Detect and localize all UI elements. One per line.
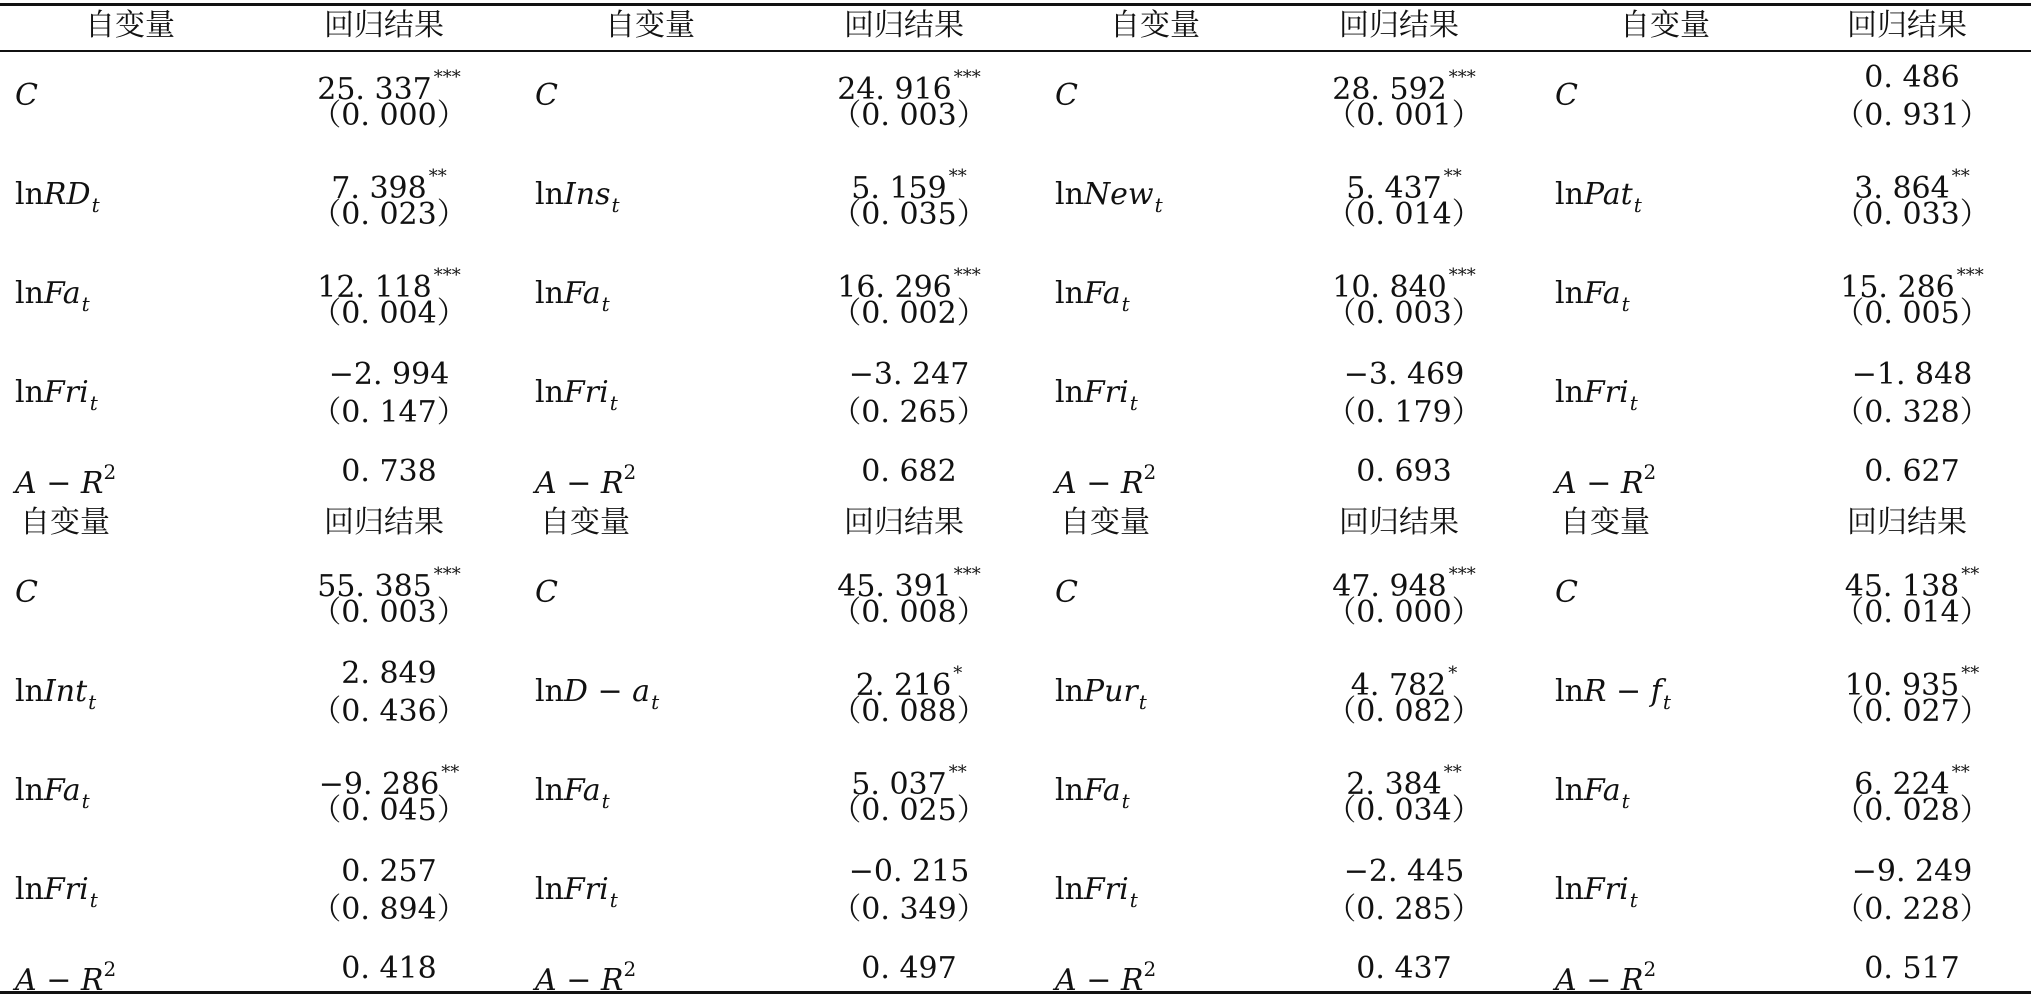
p-value: （0. 008） <box>831 595 987 630</box>
p-value: （0. 001） <box>1326 98 1482 133</box>
coefficient-value <box>1812 357 2012 393</box>
ln-prefix: ln <box>15 773 44 808</box>
variable-label <box>535 773 610 819</box>
p-value: （0. 002） <box>831 296 987 331</box>
variable-label <box>15 674 96 720</box>
variable-label <box>1555 872 1638 918</box>
variable-label <box>1055 177 1163 223</box>
coefficient-value <box>809 454 1009 490</box>
ln-prefix: ln <box>1555 773 1584 808</box>
variable-subscript: t <box>1629 391 1638 415</box>
coefficient-number: 4. 782 <box>1350 668 1447 703</box>
variable-subscript: t <box>609 391 618 415</box>
variable-label <box>1055 78 1078 114</box>
p-value: （0. 931） <box>1834 98 1990 133</box>
coefficient-value <box>809 951 1009 987</box>
p-value: （0. 088） <box>831 694 987 729</box>
variable-label <box>15 276 90 322</box>
significance-stars: ** <box>1443 762 1462 783</box>
significance-stars: ** <box>1961 663 1980 684</box>
header-result: 回归结果 <box>844 8 964 43</box>
variable-name: Fri <box>563 872 609 907</box>
coefficient-value <box>1812 951 2012 987</box>
variable-superscript: 2 <box>623 957 637 981</box>
p-value: （0. 000） <box>1326 595 1482 630</box>
significance-stars: ** <box>1951 762 1970 783</box>
variable-name: C <box>1055 575 1078 610</box>
significance-stars: ** <box>441 762 460 783</box>
variable-name: Fa <box>563 276 601 311</box>
variable-label <box>1555 951 1656 999</box>
header-variable: 自变量 <box>1620 8 1710 43</box>
variable-label <box>1055 951 1156 999</box>
variable-superscript: 2 <box>103 957 117 981</box>
significance-stars: *** <box>953 265 981 286</box>
header-result: 回归结果 <box>324 505 444 540</box>
variable-label <box>1555 575 1578 611</box>
variable-label <box>1555 454 1656 502</box>
ln-prefix: ln <box>1555 177 1584 212</box>
p-value: （0. 025） <box>831 793 987 828</box>
variable-label <box>1555 674 1671 720</box>
coefficient-value <box>1812 854 2012 890</box>
variable-superscript: 2 <box>103 460 117 484</box>
coefficient-number: 0. 517 <box>1864 951 1960 986</box>
header-result: 回归结果 <box>1847 8 1967 43</box>
p-value: （0. 328） <box>1834 395 1990 430</box>
coefficient-number: 10. 840 <box>1332 270 1447 305</box>
significance-stars: *** <box>953 564 981 585</box>
variable-label <box>1055 276 1130 322</box>
coefficient-number: 12. 118 <box>317 270 432 305</box>
ln-prefix: ln <box>1055 375 1084 410</box>
variable-label <box>15 773 90 819</box>
variable-label <box>535 276 610 322</box>
variable-name: A − R <box>1555 963 1644 998</box>
coefficient-number: 2. 849 <box>341 656 437 691</box>
coefficient-number: −1. 848 <box>1851 357 1973 392</box>
coefficient-value <box>1812 60 2012 96</box>
ln-prefix: ln <box>1055 177 1084 212</box>
variable-name: Fa <box>1083 773 1121 808</box>
variable-label <box>535 674 659 720</box>
variable-name: Fa <box>43 773 81 808</box>
table-top-rule <box>0 3 2031 6</box>
significance-stars: ** <box>1951 166 1970 187</box>
variable-superscript: 2 <box>1143 460 1157 484</box>
ln-prefix: ln <box>15 276 44 311</box>
p-value: （0. 027） <box>1834 694 1990 729</box>
variable-name: C <box>15 78 38 113</box>
coefficient-value <box>289 357 489 393</box>
ln-prefix: ln <box>15 872 44 907</box>
coefficient-number: 0. 738 <box>341 454 437 489</box>
variable-label <box>535 872 618 918</box>
variable-name: Fri <box>1083 375 1129 410</box>
header-variable: 自变量 <box>1110 8 1200 43</box>
variable-subscript: t <box>1662 690 1671 714</box>
coefficient-number: −0. 215 <box>848 854 970 889</box>
coefficient-number: 16. 296 <box>837 270 952 305</box>
coefficient-number: 2. 384 <box>1346 767 1442 802</box>
variable-superscript: 2 <box>1643 957 1657 981</box>
coefficient-number: 3. 864 <box>1854 171 1950 206</box>
coefficient-number: 0. 418 <box>341 951 437 986</box>
coefficient-value <box>289 951 489 987</box>
p-value: （0. 014） <box>1834 595 1990 630</box>
variable-subscript: t <box>611 193 620 217</box>
coefficient-number: 55. 385 <box>317 569 432 604</box>
variable-name: New <box>1083 177 1154 212</box>
coefficient-value <box>1304 454 1504 490</box>
significance-stars: *** <box>1448 265 1476 286</box>
p-value: （0. 023） <box>311 197 467 232</box>
variable-label <box>535 375 618 421</box>
header-result: 回归结果 <box>1847 505 1967 540</box>
coefficient-number: 2. 216 <box>855 668 952 703</box>
p-value: （0. 028） <box>1834 793 1990 828</box>
variable-name: Fri <box>1083 872 1129 907</box>
variable-name: R − f <box>1583 674 1662 709</box>
variable-name: Pur <box>1083 674 1138 709</box>
variable-superscript: 2 <box>623 460 637 484</box>
ln-prefix: ln <box>535 177 564 212</box>
p-value: （0. 436） <box>311 694 467 729</box>
p-value: （0. 285） <box>1326 892 1482 927</box>
variable-subscript: t <box>1154 193 1163 217</box>
header-variable: 自变量 <box>540 505 630 540</box>
table-header-rule <box>0 50 2031 52</box>
header-variable: 自变量 <box>20 505 110 540</box>
variable-label <box>1055 575 1078 611</box>
coefficient-value <box>289 656 489 692</box>
ln-prefix: ln <box>1055 773 1084 808</box>
ln-prefix: ln <box>15 674 44 709</box>
coefficient-number: 0. 497 <box>861 951 957 986</box>
coefficient-number: 10. 935 <box>1844 668 1960 703</box>
variable-label <box>535 951 636 999</box>
variable-label <box>535 454 636 502</box>
variable-subscript: t <box>1121 789 1130 813</box>
p-value: （0. 003） <box>311 595 467 630</box>
variable-label <box>535 177 620 223</box>
p-value: （0. 035） <box>831 197 987 232</box>
variable-label <box>1055 375 1138 421</box>
variable-name: Fa <box>43 276 81 311</box>
variable-subscript: t <box>601 789 610 813</box>
variable-name: Pat <box>1583 177 1633 212</box>
variable-superscript: 2 <box>1143 957 1157 981</box>
significance-stars: ** <box>428 166 447 187</box>
coefficient-value <box>1812 454 2012 490</box>
ln-prefix: ln <box>1055 674 1084 709</box>
coefficient-number: 15. 286 <box>1840 270 1955 305</box>
variable-name: Fa <box>1083 276 1121 311</box>
ln-prefix: ln <box>535 773 564 808</box>
variable-label <box>1055 773 1130 819</box>
ln-prefix: ln <box>15 375 44 410</box>
ln-prefix: ln <box>1055 872 1084 907</box>
coefficient-value <box>1304 357 1504 393</box>
variable-label <box>1555 177 1642 223</box>
coefficient-number: 45. 138 <box>1844 569 1960 604</box>
coefficient-number: 0. 682 <box>861 454 957 489</box>
significance-stars: *** <box>433 67 461 88</box>
significance-stars: *** <box>433 564 461 585</box>
significance-stars: * <box>1448 663 1458 684</box>
ln-prefix: ln <box>1055 276 1084 311</box>
variable-name: A − R <box>535 963 624 998</box>
coefficient-number: 0. 437 <box>1356 951 1452 986</box>
significance-stars: ** <box>948 762 967 783</box>
p-value: （0. 004） <box>311 296 467 331</box>
variable-name: A − R <box>15 466 104 501</box>
coefficient-value <box>1304 854 1504 890</box>
variable-subscript: t <box>1633 193 1642 217</box>
variable-label <box>535 78 558 114</box>
ln-prefix: ln <box>1555 375 1584 410</box>
coefficient-value <box>809 357 1009 393</box>
p-value: （0. 179） <box>1326 395 1482 430</box>
variable-label <box>15 951 116 999</box>
variable-subscript: t <box>91 193 100 217</box>
coefficient-number: 6. 224 <box>1854 767 1950 802</box>
ln-prefix: ln <box>535 872 564 907</box>
coefficient-number: 5. 159 <box>851 171 947 206</box>
ln-prefix: ln <box>15 177 44 212</box>
header-result: 回归结果 <box>324 8 444 43</box>
variable-name: A − R <box>535 466 624 501</box>
coefficient-number: −2. 994 <box>328 357 450 392</box>
variable-name: C <box>1055 78 1078 113</box>
p-value: （0. 003） <box>1326 296 1482 331</box>
coefficient-number: 5. 437 <box>1346 171 1442 206</box>
variable-name: C <box>15 575 38 610</box>
coefficient-number: −9. 249 <box>1851 854 1973 889</box>
header-result: 回归结果 <box>1339 8 1459 43</box>
p-value: （0. 228） <box>1834 892 1990 927</box>
variable-name: RD <box>43 177 91 212</box>
coefficient-number: −2. 445 <box>1343 854 1465 889</box>
variable-name: Fri <box>1583 375 1629 410</box>
variable-subscript: t <box>1629 888 1638 912</box>
variable-subscript: t <box>609 888 618 912</box>
coefficient-number: −3. 247 <box>848 357 970 392</box>
coefficient-number: −3. 469 <box>1343 357 1465 392</box>
ln-prefix: ln <box>1555 674 1584 709</box>
variable-subscript: t <box>1129 391 1138 415</box>
variable-label <box>1055 872 1138 918</box>
variable-name: A − R <box>1555 466 1644 501</box>
variable-label <box>15 177 100 223</box>
header-result: 回归结果 <box>1339 505 1459 540</box>
variable-subscript: t <box>1621 789 1630 813</box>
p-value: （0. 005） <box>1834 296 1990 331</box>
ln-prefix: ln <box>1555 276 1584 311</box>
variable-name: Fa <box>1583 276 1621 311</box>
variable-name: C <box>535 575 558 610</box>
coefficient-number: −9. 286 <box>318 767 440 802</box>
header-variable: 自变量 <box>1560 505 1650 540</box>
p-value: （0. 045） <box>311 793 467 828</box>
p-value: （0. 147） <box>311 395 467 430</box>
variable-subscript: t <box>89 391 98 415</box>
ln-prefix: ln <box>535 674 564 709</box>
variable-label <box>1555 773 1630 819</box>
significance-stars: * <box>953 663 963 684</box>
variable-label <box>535 575 558 611</box>
coefficient-number: 7. 398 <box>331 171 427 206</box>
ln-prefix: ln <box>535 375 564 410</box>
variable-superscript: 2 <box>1643 460 1657 484</box>
p-value: （0. 265） <box>831 395 987 430</box>
coefficient-number: 0. 627 <box>1864 454 1960 489</box>
coefficient-value <box>1304 951 1504 987</box>
significance-stars: *** <box>1448 564 1476 585</box>
coefficient-number: 0. 693 <box>1356 454 1452 489</box>
variable-name: Fa <box>1583 773 1621 808</box>
p-value: （0. 033） <box>1834 197 1990 232</box>
significance-stars: ** <box>1443 166 1462 187</box>
variable-name: D − a <box>563 674 651 709</box>
variable-subscript: t <box>601 292 610 316</box>
p-value: （0. 894） <box>311 892 467 927</box>
variable-label <box>1055 674 1147 720</box>
variable-name: C <box>535 78 558 113</box>
variable-subscript: t <box>1138 690 1147 714</box>
variable-label <box>15 872 98 918</box>
coefficient-number: 0. 257 <box>341 854 437 889</box>
variable-label <box>1555 78 1578 114</box>
variable-name: A − R <box>1055 466 1144 501</box>
p-value: （0. 000） <box>311 98 467 133</box>
coefficient-value <box>289 854 489 890</box>
variable-subscript: t <box>1121 292 1130 316</box>
p-value: （0. 014） <box>1326 197 1482 232</box>
p-value: （0. 349） <box>831 892 987 927</box>
variable-name: A − R <box>1055 963 1144 998</box>
variable-name: Fri <box>1583 872 1629 907</box>
ln-prefix: ln <box>535 276 564 311</box>
variable-subscript: t <box>81 789 90 813</box>
coefficient-number: 25. 337 <box>317 72 432 107</box>
variable-subscript: t <box>651 690 660 714</box>
significance-stars: ** <box>1961 564 1980 585</box>
coefficient-number: 45. 391 <box>837 569 952 604</box>
variable-name: Fri <box>43 375 89 410</box>
variable-subscript: t <box>88 690 97 714</box>
variable-label <box>1055 454 1156 502</box>
header-result: 回归结果 <box>844 505 964 540</box>
variable-name: Fri <box>563 375 609 410</box>
variable-label <box>15 78 38 114</box>
variable-name: Ins <box>563 177 611 212</box>
ln-prefix: ln <box>1555 872 1584 907</box>
variable-subscript: t <box>1129 888 1138 912</box>
significance-stars: *** <box>1956 265 1984 286</box>
significance-stars: ** <box>948 166 967 187</box>
significance-stars: *** <box>953 67 981 88</box>
variable-subscript: t <box>81 292 90 316</box>
variable-label <box>1555 375 1638 421</box>
coefficient-number: 5. 037 <box>851 767 947 802</box>
variable-label <box>15 575 38 611</box>
header-variable: 自变量 <box>85 8 175 43</box>
coefficient-value <box>289 454 489 490</box>
significance-stars: *** <box>433 265 461 286</box>
p-value: （0. 003） <box>831 98 987 133</box>
variable-label <box>15 454 116 502</box>
p-value: （0. 034） <box>1326 793 1482 828</box>
variable-subscript: t <box>1621 292 1630 316</box>
variable-name: Fa <box>563 773 601 808</box>
coefficient-number: 0. 486 <box>1864 60 1960 95</box>
variable-label <box>15 375 98 421</box>
significance-stars: *** <box>1448 67 1476 88</box>
header-variable: 自变量 <box>605 8 695 43</box>
coefficient-number: 24. 916 <box>837 72 952 107</box>
variable-name: C <box>1555 575 1578 610</box>
header-variable: 自变量 <box>1060 505 1150 540</box>
variable-name: C <box>1555 78 1578 113</box>
variable-subscript: t <box>89 888 98 912</box>
variable-label <box>1555 276 1630 322</box>
coefficient-number: 47. 948 <box>1332 569 1447 604</box>
variable-name: Fri <box>43 872 89 907</box>
coefficient-number: 28. 592 <box>1332 72 1447 107</box>
variable-name: Int <box>43 674 88 709</box>
coefficient-value <box>809 854 1009 890</box>
table-bottom-rule <box>0 991 2031 994</box>
p-value: （0. 082） <box>1326 694 1482 729</box>
variable-name: A − R <box>15 963 104 998</box>
